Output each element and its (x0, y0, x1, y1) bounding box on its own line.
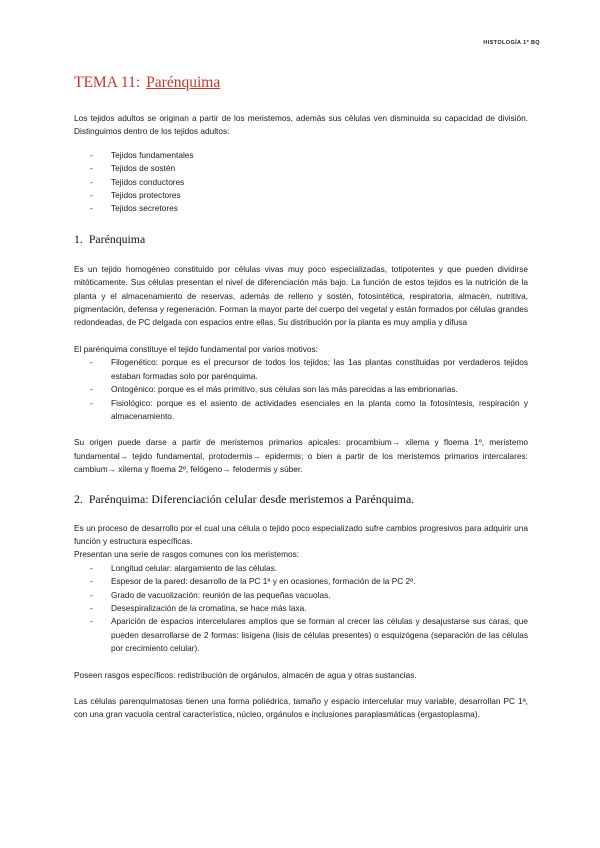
list-item: - Fisiológico: porque es el asiento de actividades esenciales en la planta como la fotosíntesis, respiración y almacenamiento. (90, 397, 528, 421)
list-item: - Espesor de la pared: desarrollo de la PC 1ª y en ocasiones, formación de la PC 2ª. (90, 576, 416, 587)
section-2-paragraph-1: Es un proceso de desarrollo por el cual una célula o tejido poco especializado sufre cambios progresivos para adquirir una función y estructura específicas. (74, 522, 528, 546)
list-item: - Tejidos fundamentales (90, 149, 194, 160)
list-item: - Filogenético: porque es el precursor de todos los tejidos; las 1as plantas constituidas por verdaderos tejidos estaban formadas solo por parénquima. (90, 357, 528, 381)
title-prefix: TEMA 11: (74, 74, 141, 91)
list-item: - Tejidos conductores (90, 176, 185, 187)
section-1-paragraph-2: El parénquima constituye el tejido fundamental por varios motivos: (74, 343, 318, 354)
header-tag: HISTOLOGÍA 1º BQ (483, 40, 540, 46)
section-1-heading: 1. Parénquima (74, 231, 146, 246)
traits-list (74, 562, 528, 656)
list-item: - Tejidos de sostén (90, 163, 176, 174)
list-item: - Longitud celular: alargamiento de las células. (90, 562, 278, 573)
document-body (74, 74, 528, 722)
page-title (74, 74, 528, 92)
section-2-heading: 2. Parénquima: Diferenciación celular desde meristemos a Parénquima. (74, 491, 415, 506)
list-item: - Tejidos secretores (90, 203, 178, 214)
list-item: - Grado de vacuolización: reunión de las pequeñas vacuolas. (90, 589, 331, 600)
section-2-paragraph-2: Presentan una serie de rasgos comunes con los meristemos: (74, 549, 300, 560)
list-item: - Ontogénico: porque es el más primitivo, sus células son las más parecidas a las embrionarias. (90, 384, 458, 395)
section-1-paragraph-3: Su origen puede darse a partir de meristemos primarios apicales: procambium→ xilema y floema 1º, meristemo fundamental→ tejido fundamental, protodermis→ epidermis; o bien a partir de los meristemos primarios intercalares: cambium→ xilema y floema 2º, felógeno→ felodermis y súber. (74, 437, 528, 475)
section-2-paragraph-4: Las células parenquimatosas tienen una forma poliédrica, tamaño y espacio intercelular muy variable, desarrollan PC 1ª, con una gran vacuola central característica, núcleo, orgánulos e inclusiones paraplasmáticas (ergastoplasma). (74, 696, 528, 720)
title-name: Parénquima (146, 74, 221, 91)
reasons-list (74, 356, 528, 423)
intro-paragraph: Los tejidos adultos se originan a partir de los meristemos, además sus células ven disminuida su capacidad de división. Distinguimos dentro de los tejidos adultos: (74, 113, 528, 137)
list-item: - Desespiralización de la cromatina, se hace más laxa. (90, 602, 307, 613)
tissue-list (74, 149, 528, 216)
section-2-paragraph-3: Poseen rasgos específicos: redistribución de orgánulos, almacén de agua y otras sustancias. (74, 669, 417, 680)
list-item: - Tejidos protectores (90, 190, 181, 201)
list-item: - Aparición de espacios intercelulares amplios que se forman al crecer las células y desajustarse sus caras, que pueden desarrollarse de 2 formas: lisígena (lisis de células presentes) o esquizógena (separación de las células por crecimiento celular). (90, 616, 528, 654)
section-1-paragraph-1: Es un tejido homogéneo constituido por células vivas muy poco especializadas, totipotentes y que pueden dividirse mitóticamente. Sus células presentan el nivel de diferenciación más bajo. La función de estos tejidos es la nutrición de la planta y el almacenamiento de reservas, además de relleno y sostén, fotosintética, respiratoria, almacén, nutritiva, pigmentación, defensa y regeneración. Forman la mayor parte del cuerpo del vegetal y están formados por células grandes redondeadas, de PC delgada con espacios entre ellas. Su distribución por la planta es muy amplia y difusa (74, 263, 528, 328)
